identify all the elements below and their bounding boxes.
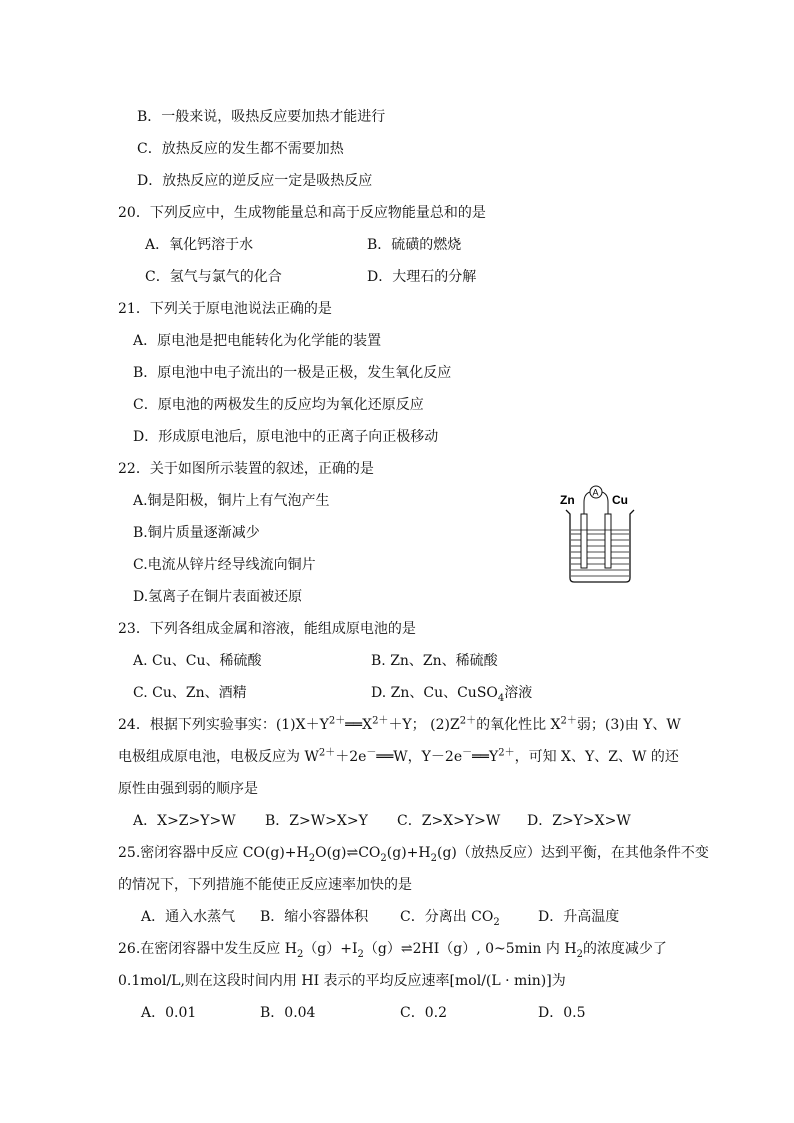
q21-option-b: B．原电池中电子流出的一极是正极，发生氧化反应 (133, 365, 452, 381)
q22-option-c: C.电流从锌片经导线流向铜片 (133, 557, 316, 573)
q22-option-b: B.铜片质量逐渐减少 (133, 525, 260, 541)
q20-option-b: B．硫磺的燃烧 (367, 237, 462, 253)
cu-electrode (605, 514, 611, 568)
ammeter-label: A (592, 487, 599, 498)
q19-option-d: D．放热反应的逆反应一定是吸热反应 (137, 173, 373, 189)
q26-option-c: C．0.2 (400, 1005, 447, 1021)
q25-option-b: B．缩小容器体积 (260, 909, 369, 925)
q21-stem: 21．下列关于原电池说法正确的是 (118, 301, 332, 317)
q24-option-b: B．Z>W>X>Y (265, 813, 368, 829)
q22-option-d: D.氢离子在铜片表面被还原 (133, 589, 303, 605)
q19-option-b: B．一般来说，吸热反应要加热才能进行 (137, 109, 386, 125)
q20-option-c: C．氢气与氯气的化合 (145, 269, 282, 285)
q26-option-b: B．0.04 (260, 1005, 316, 1021)
q24-stem-line2: 电极组成原电池，电极反应为 $W^{2+}+2e^-══W$，$Y-2e^-══Y^{2+}$，可知 X、Y、Z、W 的还 (118, 747, 679, 765)
q24-stem-line3: 原性由强到弱的顺序是 (118, 781, 258, 797)
q23-option-c: C. Cu、Zn、酒精 (133, 685, 247, 701)
q22-stem: 22．关于如图所示装置的叙述，正确的是 (118, 461, 374, 477)
q24-stem-line1: 24．根据下列实验事实：$(1)X+Y^{2+}══X^{2+}+Y$； $(2)Z^{2+}$的氧化性比 $X^{2+}$弱；(3)由 Y、W (118, 715, 681, 733)
q26-option-a: A．0.01 (141, 1005, 197, 1021)
q23-option-d: D. Zn、Cu、CuSO$_4$溶液 (371, 685, 533, 704)
q25-stem-line1: 25.密闭容器中反应 $CO(g)+H_2O(g)\rightleftharpoons CO_2(g)+H_2(g)$（放热反应）达到平衡，在其他条件不变 (118, 845, 709, 864)
galvanic-cell-figure (558, 484, 638, 584)
cu-label: Cu (612, 493, 628, 507)
q20-option-a: A．氧化钙溶于水 (145, 237, 254, 253)
electrolyte-solution (571, 530, 629, 576)
q22-option-a: A.铜是阳极，铜片上有气泡产生 (133, 493, 330, 509)
q25-option-d: D．升高温度 (538, 909, 620, 925)
q24-option-a: A．X>Z>Y>W (133, 813, 236, 829)
q25-option-c: C．分离出 $CO_2$ (400, 909, 500, 928)
zn-electrode (581, 514, 587, 568)
q21-option-d: D．形成原电池后，原电池中的正离子向正极移动 (133, 429, 439, 445)
q24-option-c: C．Z>X>Y>W (397, 813, 501, 829)
q24-option-d: D．Z>Y>X>W (527, 813, 631, 829)
q21-option-c: C．原电池的两极发生的反应均为氧化还原反应 (133, 397, 424, 413)
q25-stem-line2: 的情况下，下列措施不能使正反应速率加快的是 (118, 877, 412, 893)
q26-stem-line2: 0.1mol/L,则在这段时间内用 HI 表示的平均反应速率[mol/(L · min)]为 (118, 973, 566, 989)
q21-option-a: A．原电池是把电能转化为化学能的装置 (133, 333, 382, 349)
q26-stem-line1: 26.在密闭容器中发生反应 $H_2(g)+I_2(g)\rightleftharpoons 2HI(g)$, 0~5min 内 $H_2$的浓度减少了 (118, 941, 667, 960)
q19-option-c: C．放热反应的发生都不需要加热 (137, 141, 344, 157)
zn-label: Zn (560, 493, 575, 507)
q23-option-b: B. Zn、Zn、稀硫酸 (371, 653, 498, 669)
q23-stem: 23．下列各组成金属和溶液，能组成原电池的是 (118, 621, 416, 637)
q20-option-d: D．大理石的分解 (367, 269, 477, 285)
q20-stem: 20．下列反应中，生成物能量总和高于反应物能量总和的是 (118, 205, 486, 221)
q26-option-d: D．0.5 (538, 1005, 586, 1021)
q25-option-a: A．通入水蒸气 (141, 909, 236, 925)
q23-option-a: A. Cu、Cu、稀硫酸 (133, 653, 262, 669)
